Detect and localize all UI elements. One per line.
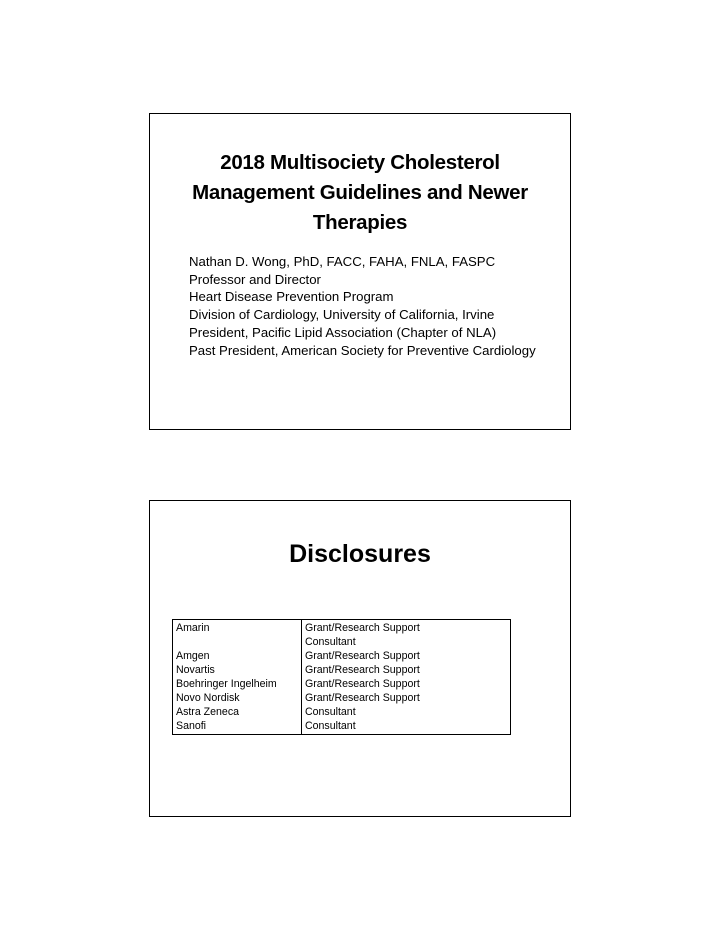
company-cell: Amarin (173, 620, 302, 636)
author-role-past-president: Past President, American Society for Preventive Cardiology (189, 342, 536, 358)
slide-disclosures (149, 500, 571, 817)
title-line: 2018 Multisociety Cholesterol (220, 151, 500, 174)
role-cell: Consultant (305, 706, 356, 718)
company-cell: Boehringer Ingelheim (173, 677, 302, 691)
author-program: Heart Disease Prevention Program (189, 289, 394, 305)
slide-title: Disclosures (289, 540, 431, 568)
role-cell: Grant/Research Support (305, 650, 420, 662)
company-cell (173, 635, 302, 649)
author-name: Nathan D. Wong, PhD, FACC, FAHA, FNLA, FASPC (189, 254, 496, 269)
table-row (173, 635, 511, 649)
title-line: Management Guidelines and Newer (192, 181, 528, 204)
table-row (173, 677, 511, 691)
role-cell: Consultant (305, 636, 356, 648)
role-cell: Grant/Research Support (305, 622, 420, 634)
table-row (173, 719, 511, 735)
role-cell: Consultant (305, 720, 356, 732)
title-line: Therapies (312, 211, 408, 234)
role-cell: Grant/Research Support (305, 678, 420, 690)
author-division: Division of Cardiology, University of California, Irvine (189, 307, 495, 323)
disclosure-table (172, 619, 511, 735)
author-info (189, 253, 536, 359)
table-row (173, 649, 511, 663)
table-row (173, 705, 511, 719)
company-cell: Sanofi (173, 719, 302, 735)
role-cell: Grant/Research Support (305, 692, 420, 704)
company-cell: Novartis (173, 663, 302, 677)
slide-title (150, 148, 570, 238)
table-row (173, 691, 511, 705)
author-role-president: President, Pacific Lipid Association (Chapter of NLA) (189, 324, 497, 340)
table-row (173, 663, 511, 677)
role-cell: Grant/Research Support (305, 664, 420, 676)
slide-title-page (149, 113, 571, 430)
table-row (173, 620, 511, 636)
company-cell: Novo Nordisk (173, 691, 302, 705)
company-cell: Amgen (173, 649, 302, 663)
company-cell: Astra Zeneca (173, 705, 302, 719)
author-position: Professor and Director (189, 271, 321, 287)
